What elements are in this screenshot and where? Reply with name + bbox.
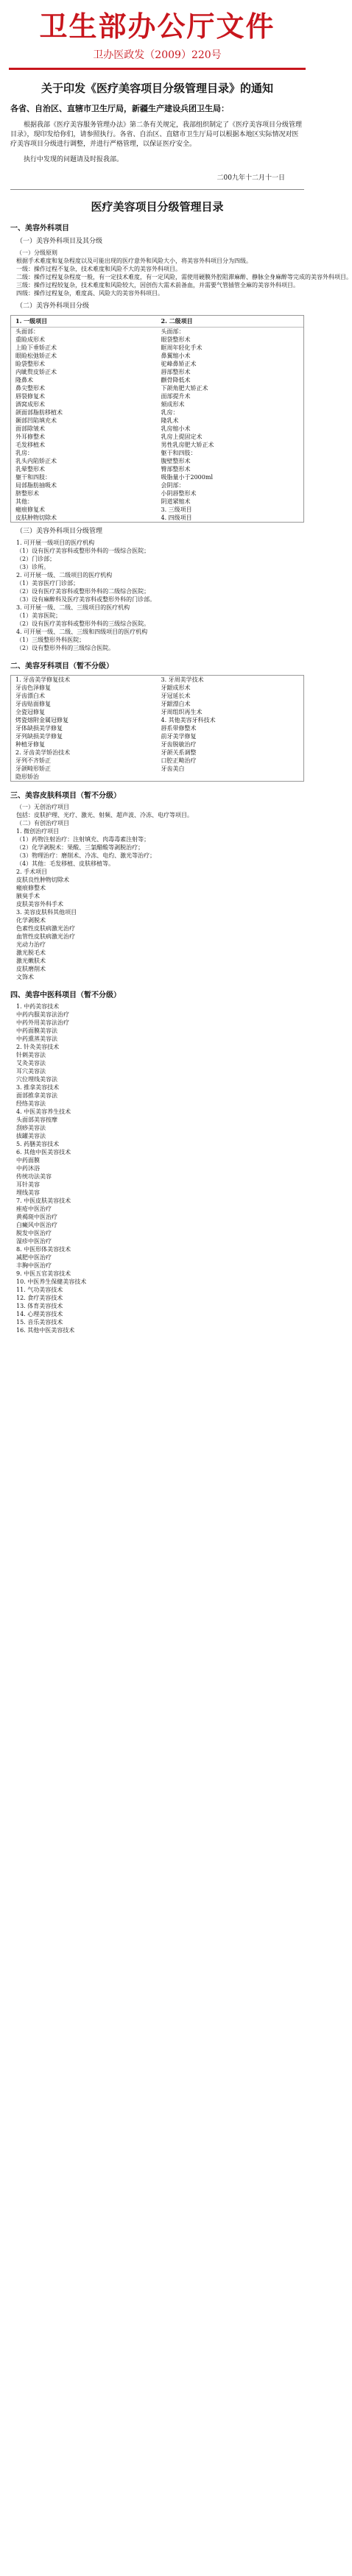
note-line: （1）设有医疗美容科或整形外科的一级综合医院； <box>16 548 150 554</box>
section-2-table-body <box>11 676 303 781</box>
tcm-item: 湿疹中医治疗 <box>16 1238 52 1245</box>
tcm-item: 1. 中药美容技术 <box>16 1003 60 1010</box>
level-item-right: 隆乳术 <box>161 417 179 424</box>
level-item-right: 男性乳房肥大矫正术 <box>161 442 214 448</box>
level-item-left: 毛发移植术 <box>15 442 45 448</box>
notice-paragraph-1: 根据我部《医疗美容服务管理办法》第二条有关规定，我部组织制定了《医疗美容项目分级管理目录》，现印发给你们，请参照执行。各省、自治区、直辖市卫生厅局可以根据本地区实际情况对医疗美容项目分级进行调整，并进行严格管理，以保证医疗安全。 <box>10 121 303 148</box>
level-item-right: 眼袋整形术 <box>161 336 191 343</box>
level-item-right: 面部提升术 <box>161 393 191 400</box>
tcm-item: 中药面膜美容法 <box>16 1027 57 1034</box>
dental-item-left: 牙齿色泽修复 <box>15 684 51 691</box>
dental-item-left: 牙体缺损美学修复 <box>15 725 63 732</box>
note-line: （2）设有医疗美容科或整形外科的二级综合医院； <box>16 588 150 595</box>
note-line: 4. 可开展一级、二级、三级和四级项目的医疗机构 <box>16 629 148 635</box>
note-line: （2）设有整形外科的三级综合医院。 <box>16 645 115 651</box>
level-item-left: 乳晕整形术 <box>15 466 45 473</box>
dental-item-right: 4. 其他美容牙科技术 <box>161 717 216 723</box>
dermatology-item: 3. 美容皮肤科其他项目 <box>16 909 77 916</box>
note-line: （1）美容医疗门诊部； <box>16 580 80 587</box>
tcm-item: 刮痧美容法 <box>16 1125 46 1131</box>
tcm-item: 穴位埋线美容法 <box>16 1076 57 1083</box>
level-item-left: 乳房： <box>15 450 33 456</box>
tcm-item: 中药沐浴 <box>16 1165 40 1172</box>
dental-item-left: 烤瓷熔附金属冠修复 <box>15 717 68 723</box>
dental-item-right: 口腔正畸治疗 <box>161 757 197 764</box>
section-2-heading: 二、美容牙科项目（暂不分级） <box>10 662 113 670</box>
dental-item-left: 牙齿贴面修复 <box>15 701 51 707</box>
level-table-head-row <box>11 316 303 328</box>
dental-item-right <box>161 773 300 781</box>
level-item-left: 鼻尖整形术 <box>15 385 45 392</box>
tcm-item: 15. 音乐美容技术 <box>16 1319 63 1326</box>
section-1-subheading: （一）美容外科项目及其分级 <box>16 238 103 245</box>
tcm-item: 中药熏蒸美容法 <box>16 1036 57 1042</box>
section-3-heading: 三、美容皮肤科项目（暂不分级） <box>10 792 121 800</box>
tcm-item: 14. 心理美容技术 <box>16 1311 63 1317</box>
dental-item-right: 牙齿脱敏治疗 <box>161 741 197 748</box>
dermatology-item: 色素性皮肤病激光治疗 <box>16 925 75 932</box>
dermatology-item: 1. 微创治疗项目 <box>16 828 60 835</box>
level-item-right: 颏成形术 <box>161 401 185 408</box>
dental-item-left: 全瓷冠修复 <box>15 709 45 715</box>
level-table-col1-title: 1. 一级项目 <box>15 317 48 325</box>
dental-item-right: 牙龈成形术 <box>161 684 191 691</box>
level-item-right: 头面部： <box>161 328 185 335</box>
tcm-item: 16. 其他中医美容技术 <box>16 1327 75 1334</box>
catalog-title: 医疗美容项目分级管理目录 <box>91 200 224 213</box>
tcm-item: 拔罐美容法 <box>16 1133 46 1139</box>
dental-item-left: 牙列缺损美学修复 <box>15 733 63 740</box>
tcm-item: 4. 中医美容养生技术 <box>16 1108 71 1115</box>
document-number: 卫办医政发（2009）220号 <box>93 49 222 61</box>
section-1-intro <box>16 249 352 297</box>
tcm-item: 5. 药膳美容技术 <box>16 1141 60 1147</box>
dental-item-left: 种植牙修复 <box>15 741 45 748</box>
level-item-right: 下颌角肥大矫正术 <box>161 385 208 392</box>
tcm-item: 7. 中医皮肤美容技术 <box>16 1197 71 1204</box>
level-table-col2-title: 2. 二级项目 <box>161 317 193 325</box>
level-item-left: 外耳修整术 <box>15 434 45 440</box>
dermatology-item: （2）化学剥脱术：果酸、三氯醋酸等剥脱治疗； <box>16 844 144 851</box>
tcm-item: 11. 气功美容技术 <box>16 1287 63 1293</box>
dermatology-item: 化学剥脱术 <box>16 917 46 924</box>
tcm-item: 经络美容法 <box>16 1100 46 1107</box>
tcm-item: 埋线美容 <box>16 1189 40 1196</box>
level-item-right: 吸脂量小于2000ml <box>161 474 214 481</box>
section-2-table <box>10 675 304 782</box>
level-item-right: 唇部整形术 <box>161 369 191 375</box>
note-line: 3. 可开展一级、二级、三级项目的医疗机构 <box>16 604 130 611</box>
section-divider <box>10 189 304 190</box>
document-header-title: 卫生部办公厅文件 <box>39 10 275 43</box>
dental-item-right: 唇系带修整术 <box>161 725 197 732</box>
level-item-left: 其他： <box>15 498 33 505</box>
intro-line: 三级：操作过程较复杂，技术难度和风险较大，因创伤大需术前备血，并需要气管插管全麻的美容外科项目。 <box>16 282 299 289</box>
notice-title: 关于印发《医疗美容项目分级管理目录》的通知 <box>41 82 273 95</box>
note-line: 1. 可开展一级项目的医疗机构 <box>16 539 95 546</box>
red-header-rule <box>9 68 306 70</box>
tcm-item: 3. 推拿美容技术 <box>16 1084 60 1091</box>
level-item-right: 驼峰鼻矫正术 <box>161 361 197 367</box>
tcm-item: 痤疮中医治疗 <box>16 1206 52 1212</box>
dental-item-right: 牙周组织再生术 <box>161 709 203 715</box>
dermatology-item: 皮肤良性肿物切除术 <box>16 877 69 883</box>
dermatology-item: 腋臭手术 <box>16 893 40 899</box>
intro-line: 一级：操作过程不复杂，技术难度和风险不大的美容外科项目。 <box>16 266 181 272</box>
tcm-item: 13. 体育美容技术 <box>16 1303 63 1309</box>
section-1-table-header: （二）美容外科项目分级 <box>16 302 90 310</box>
dermatology-item: 光动力治疗 <box>16 941 46 948</box>
level-item-left: 面部除皱术 <box>15 425 45 432</box>
dental-item-right: 牙冠延长术 <box>161 693 191 699</box>
level-item-right: 会阴部： <box>161 482 185 489</box>
dermatology-item: 2. 手术项目 <box>16 868 48 875</box>
dental-item-left: 牙列不齐矫正 <box>15 757 51 764</box>
level-item-left: 躯干和四肢： <box>15 474 51 481</box>
dental-item-right: 前牙美学修复 <box>161 733 197 740</box>
tcm-item: 6. 其他中医美容技术 <box>16 1149 71 1156</box>
note-line: （2）门诊部； <box>16 556 56 562</box>
level-item-right: 颧骨降低术 <box>161 377 191 383</box>
level-item-left: 隆鼻术 <box>15 377 33 383</box>
tcm-item: 针刺美容法 <box>16 1052 46 1058</box>
tcm-item: 9. 中医五官美容技术 <box>16 1270 71 1277</box>
dental-item-left: 牙齿漂白术 <box>15 693 45 699</box>
level-item-right: 眶周年轻化手术 <box>161 344 203 351</box>
tcm-item: 艾灸美容法 <box>16 1060 46 1066</box>
section-1-level-table <box>10 315 304 523</box>
level-item-right: 4. 四级项目 <box>161 514 192 521</box>
note-line: （1）美容医院； <box>16 612 62 619</box>
intro-line: （一）分级原则 <box>16 250 57 256</box>
tcm-item: 10. 中医养生保健美容技术 <box>16 1278 87 1285</box>
tcm-item: 丰胸中医治疗 <box>16 1262 52 1269</box>
level-item-left: 睑袋整形术 <box>15 361 45 367</box>
notice-addressee: 各省、自治区、直辖市卫生厅局，新疆生产建设兵团卫生局： <box>10 104 229 113</box>
level-table-body <box>11 328 303 522</box>
note-line: 2. 可开展一级、二级项目的医疗机构 <box>16 572 113 578</box>
section-4-heading: 四、美容中医科项目（暂不分级） <box>10 991 121 999</box>
level-item-right: 乳房上提固定术 <box>161 434 203 440</box>
dental-item-left: 1. 牙齿美学修复技术 <box>15 676 71 683</box>
level-item-left: 唇裂修复术 <box>15 393 45 400</box>
level-item-right: 臀部整形术 <box>161 466 191 473</box>
tcm-item: 中药内服美容法治疗 <box>16 1011 69 1018</box>
dermatology-item: （一）无创治疗项目 <box>16 804 69 810</box>
tcm-item: 中药面膜 <box>16 1157 40 1164</box>
level-item-right: 躯干和四肢： <box>161 450 197 456</box>
dermatology-item: 激光脱毛术 <box>16 949 46 956</box>
section-3-list <box>16 803 304 981</box>
intro-line: 四级：操作过程复杂，难度高、风险大的美容外科项目。 <box>16 290 163 297</box>
tcm-item: 面部推拿美容法 <box>16 1092 57 1099</box>
dermatology-item: 血管性皮肤病激光治疗 <box>16 933 75 940</box>
dental-item-right: 3. 牙周美学技术 <box>161 676 204 683</box>
intro-line: 二级：操作过程复杂程度一般，有一定技术难度，有一定风险，需使用硬膜外腔阻滞麻醉、静脉全身麻醉等完成的美容外科项目。 <box>16 274 352 280</box>
level-item-left: 瘢痕修复术 <box>15 506 45 513</box>
tcm-item: 中药外用美容法治疗 <box>16 1019 69 1026</box>
dermatology-item: 激光嫩肤术 <box>16 958 46 964</box>
tcm-item: 头面部美容按摩 <box>16 1117 57 1123</box>
dermatology-item: 皮肤磨削术 <box>16 966 46 972</box>
dental-item-right: 牙齿美白 <box>161 765 185 772</box>
level-item-left: 重睑成形术 <box>15 336 45 343</box>
dermatology-item: 瘢痕修整术 <box>16 885 46 891</box>
note-line: （2）设有医疗美容科或整形外科的三级综合医院。 <box>16 620 150 627</box>
tcm-item: 减肥中医治疗 <box>16 1254 52 1261</box>
notice-paragraph-2: 执行中发现的问题请及时报我部。 <box>24 156 124 163</box>
intro-line: 根据手术难度和复杂程度以及可能出现的医疗意外和风险大小，将美容外科项目分为四级。 <box>16 258 252 264</box>
dermatology-item: （3）物理治疗：磨削术、冷冻、电灼、激光等治疗； <box>16 852 156 859</box>
dental-item-left: 隐形矫治 <box>15 774 39 780</box>
tcm-item: 白癜风中医治疗 <box>16 1222 57 1228</box>
notice-date: 二00九年十二月十一日 <box>217 174 285 182</box>
level-item-right: 小阴唇整形术 <box>161 490 197 497</box>
tcm-item: 传统功法美容 <box>16 1173 52 1180</box>
dental-item-left: 2. 牙齿美学矫治技术 <box>15 749 71 756</box>
dermatology-item: 包括：皮肤护理、光疗、激光、射频、超声波、冷冻、电疗等项目。 <box>16 812 193 818</box>
tcm-item: 2. 针灸美容技术 <box>16 1044 60 1050</box>
tcm-item: 12. 食疗美容技术 <box>16 1295 63 1301</box>
note-line: （1）三级整形外科医院； <box>16 637 85 643</box>
level-item-right: 阴道紧缩术 <box>161 498 191 505</box>
level-item-left: 眼睑松弛矫正术 <box>15 353 57 359</box>
level-item-right: 乳房： <box>161 409 179 416</box>
note-line: （3）诊所。 <box>16 564 50 570</box>
level-item-right: 3. 三级项目 <box>161 506 192 513</box>
dermatology-item: 皮肤美容外科手术 <box>16 901 63 907</box>
note-line: （3）设有麻醉科及医疗美容科或整形外科的门诊部。 <box>16 596 156 603</box>
dental-item-right: 牙龈漂白术 <box>161 701 191 707</box>
section-4-list <box>16 1002 304 1334</box>
level-item-left: 内眦赘皮矫正术 <box>15 369 57 375</box>
level-item-left: 上睑下垂矫正术 <box>15 344 57 351</box>
level-item-left: 脐整形术 <box>15 490 39 497</box>
level-item-left: 头面部： <box>15 328 39 335</box>
tcm-item: 耳穴美容法 <box>16 1068 46 1075</box>
section-1-notes-title: （三）美容外科项目分级管理 <box>16 528 103 535</box>
tcm-item: 黄褐斑中医治疗 <box>16 1214 57 1220</box>
dermatology-item: （二）有创治疗项目 <box>16 820 69 827</box>
level-item-right: 乳房缩小术 <box>161 425 191 432</box>
tcm-item: 耳针美容 <box>16 1181 40 1188</box>
dermatology-item: （1）药物注射治疗：注射填充、肉毒毒素注射等； <box>16 836 150 843</box>
level-item-right: 腹壁整形术 <box>161 458 191 464</box>
level-item-left: 颌面部脂肪移植术 <box>15 409 63 416</box>
tcm-item: 8. 中医形体美容技术 <box>16 1246 71 1253</box>
dental-item-left: 牙颌畸形矫正 <box>15 765 51 772</box>
dermatology-item: 文饰术 <box>16 974 34 980</box>
tcm-item: 脱发中医治疗 <box>16 1230 52 1236</box>
level-item-left: 皮肤肿物切除术 <box>15 514 57 521</box>
level-item-left: 乳头内陷矫正术 <box>15 458 57 464</box>
dermatology-item: （4）其他：毛发移植、皮肤移植等。 <box>16 860 115 867</box>
level-item-left: 局部脂肪抽吸术 <box>15 482 57 489</box>
level-item-left: 颞部凹陷填充术 <box>15 417 57 424</box>
level-item-left: 酒窝成形术 <box>15 401 45 408</box>
section-1-heading: 一、美容外科项目 <box>10 224 69 233</box>
level-item-right: 鼻翼缩小术 <box>161 353 191 359</box>
dental-item-right: 牙颌关系调整 <box>161 749 197 756</box>
section-1-notes <box>16 539 304 652</box>
